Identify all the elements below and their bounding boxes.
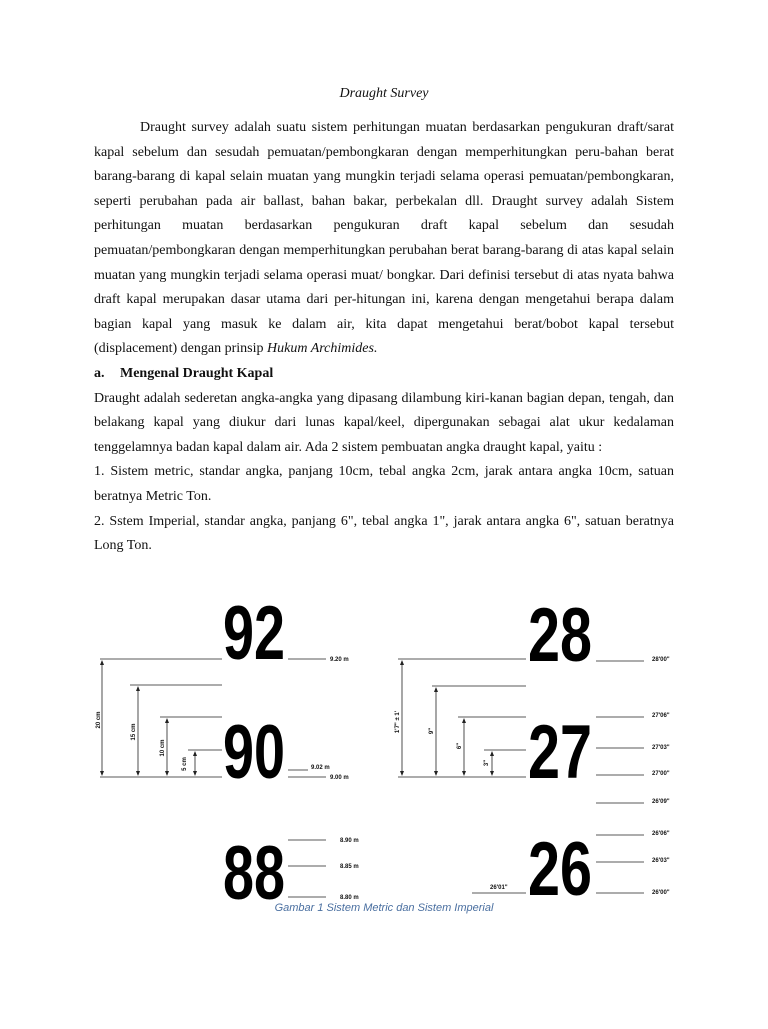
imperial-level-2703: 27'03" — [652, 745, 670, 751]
metric-dim-10cm: 10 cm — [160, 739, 166, 757]
imperial-arrowheads — [400, 660, 494, 776]
imperial-dim-3in: 3" — [484, 759, 490, 767]
imperial-level-2606: 26'06" — [652, 831, 670, 837]
imperial-dim-9in: 9" — [429, 727, 435, 735]
imperial-level-2609: 26'09" — [652, 799, 670, 805]
metric-level-900: 9.00 m — [330, 775, 349, 781]
metric-mark-88: 88 — [223, 831, 285, 916]
imperial-level-2601: 26'01" — [490, 885, 508, 891]
section-heading-label: a. — [94, 365, 105, 381]
draught-definition-paragraph: Draught adalah sederetan angka-angka yang dipasang dilambung kiri-kanan bagian depan, tengah, dan belakang kapal yang diukur dari lunas kapal/keel, dipergunakan sebagai alat ukur kedalaman tenggelamnya badan kapal dalam air. Ada 2 sistem pembuatan angka draught kapal, yaitu : — [94, 390, 674, 455]
imperial-level-2700: 27'00" — [652, 771, 670, 777]
metric-level-885: 8.85 m — [340, 864, 359, 870]
figure-caption: Gambar 1 Sistem Metric dan Sistem Imperial — [274, 902, 494, 914]
metric-level-880: 8.80 m — [340, 895, 359, 901]
imperial-level-2706: 27'06" — [652, 713, 670, 719]
metric-guide-lines — [100, 659, 326, 897]
metric-dim-5cm: 5 cm — [182, 757, 188, 771]
intro-paragraph — [94, 116, 674, 362]
imperial-guide-lines — [398, 659, 644, 893]
imperial-level-2800: 28'00" — [652, 657, 670, 663]
imperial-system-item: 2. Sstem Imperial, standar angka, panjang 6", tebal angka 1", jarak antara angka 6", satuan beratnya Long Ton. — [94, 513, 674, 554]
metric-arrowheads — [100, 660, 197, 776]
metric-level-890: 8.90 m — [340, 838, 359, 844]
metric-level-902: 9.02 m — [311, 765, 330, 771]
metric-level-920: 9.20 m — [330, 657, 349, 663]
metric-dim-15cm: 15 cm — [131, 723, 137, 741]
imperial-dim-6in: 6" — [457, 742, 463, 750]
intro-paragraph-text: Draught survey adalah suatu sistem perhitungan muatan berdasarkan pengukuran draft/sarat kapal sebelum dan sesudah pemuatan/pembongkaran dengan memperhitungkan peru-bahan berat barang-barang di kapal selain muatan yang mungkin terjadi selama operasi pemuatan/pembongkaran, seperti perubahan pada air ballast, bahan bakar, perbekalan dll. Draught survey adalah Sistem perhitungan muatan berdasarkan pengukuran draft kapal sebelum dan sesudah pemuatan/pembongkaran dengan memperhitungkan perubahan berat barang-barang di atas kapal selain muatan yang mungkin terjadi selama operasi muat/ bongkar. Dari definisi tersebut di atas nyata bahwa draft kapal merupakan dasar utama dari per-hitungan ini, karena dengan mengetahui berapa dalam bagian kapal yang masuk ke dalam air, kita dapat mengetahui berat/bobot kapal tersebut (displacement) dengan prinsip — [94, 120, 674, 357]
imperial-mark-28: 28 — [528, 593, 592, 678]
section-heading — [94, 362, 674, 387]
imperial-dim-total: 1'7" ± 1' — [395, 710, 401, 734]
archimedes-term: Hukum Archimides. — [267, 341, 378, 357]
document-title: Draught Survey — [339, 86, 429, 101]
section-heading-text: Mengenal Draught Kapal — [120, 365, 274, 381]
metric-mark-90: 90 — [223, 710, 285, 795]
metric-mark-92: 92 — [223, 591, 285, 676]
imperial-level-2603: 26'03" — [652, 858, 670, 864]
imperial-level-2600: 26'00" — [652, 890, 670, 896]
metric-system-item: 1. Sistem metric, standar angka, panjang 10cm, tebal angka 2cm, jarak antara angka 10cm, satuan beratnya Metric Ton. — [94, 464, 674, 504]
metric-dim-20cm: 20 cm — [96, 711, 102, 729]
imperial-mark-27: 27 — [528, 710, 592, 795]
document-body — [94, 116, 674, 559]
imperial-mark-26: 26 — [528, 827, 592, 912]
